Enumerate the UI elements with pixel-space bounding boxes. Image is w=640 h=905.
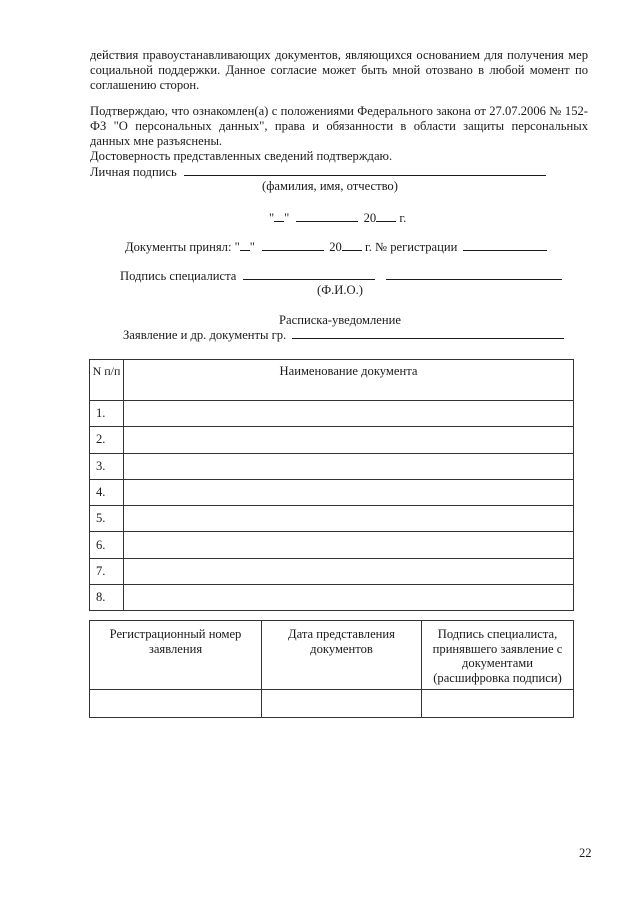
page-number: 22: [579, 846, 592, 860]
specialist-signature-line: [120, 268, 562, 284]
signature-line: [90, 164, 546, 180]
registration-number-label: г. № регистрации: [364, 240, 458, 254]
table-row: [90, 401, 574, 427]
specialist-signature-field[interactable]: [243, 268, 375, 280]
row-number: 5.: [90, 506, 124, 532]
header-row-number: N п/п: [90, 360, 124, 401]
receipt-statement-line: [123, 327, 564, 343]
documents-accepted-label: Документы принял: ": [125, 240, 240, 254]
header-registration-number: Регистрационный номер заявления: [90, 621, 262, 690]
accepted-month-field[interactable]: [262, 239, 324, 251]
submission-date-cell[interactable]: [262, 690, 422, 718]
header-document-name: Наименование документа: [124, 360, 574, 401]
document-name-cell[interactable]: [124, 585, 574, 611]
table-row: [90, 585, 574, 611]
accepted-day-field[interactable]: [240, 239, 250, 251]
accepted-year-field[interactable]: [342, 239, 362, 251]
acquaintance-paragraph: Подтверждаю, что ознакомлен(а) с положениями Федерального закона от 27.07.2006 № 152-ФЗ "О персональных данных", права и обязанности в области защиты персональных данных мне разъяснены.: [90, 104, 588, 149]
date-year-field[interactable]: [376, 210, 396, 222]
table-row: [90, 427, 574, 453]
signature-field[interactable]: [184, 164, 546, 176]
document-name-cell[interactable]: [124, 401, 574, 427]
table-row: [90, 690, 574, 718]
documents-table: [89, 359, 574, 611]
document-name-cell[interactable]: [124, 453, 574, 479]
table-row: [90, 532, 574, 558]
signature-label: Личная подпись: [90, 165, 177, 179]
row-number: 3.: [90, 453, 124, 479]
specialist-signature-label: Подпись специалиста: [120, 269, 237, 283]
document-name-cell[interactable]: [124, 532, 574, 558]
specialist-fio-caption: (Ф.И.О.): [317, 283, 363, 297]
row-number: 6.: [90, 532, 124, 558]
date-line: " " 20 г.: [269, 211, 407, 225]
row-number: 8.: [90, 585, 124, 611]
table-row: [90, 479, 574, 505]
consent-paragraph: действия правоустанавливающих документов, являющихся основанием для получения мер социальной поддержки. Данное согласие может быть мной отозвано в любой момент по соглашению сторон.: [90, 48, 588, 93]
header-submission-date: Дата представления документов: [262, 621, 422, 690]
date-month-field[interactable]: [296, 210, 358, 222]
receipt-statement-label: Заявление и др. документы гр.: [123, 328, 287, 342]
document-name-cell[interactable]: [124, 558, 574, 584]
receipt-title: Расписка-уведомление: [279, 313, 401, 327]
table-row: [90, 558, 574, 584]
document-name-cell[interactable]: [124, 427, 574, 453]
row-number: 7.: [90, 558, 124, 584]
date-day-field[interactable]: [274, 210, 284, 222]
reliability-statement: Достоверность представленных сведений подтверждаю.: [90, 149, 393, 163]
registration-table-header: [90, 621, 574, 690]
documents-table-header: [90, 360, 574, 401]
specialist-name-field[interactable]: [386, 268, 562, 280]
signature-fio-caption: (фамилия, имя, отчество): [262, 179, 398, 193]
registration-table: [89, 620, 574, 718]
applicant-name-field[interactable]: [292, 327, 564, 339]
document-name-cell[interactable]: [124, 506, 574, 532]
row-number: 1.: [90, 401, 124, 427]
documents-accepted-line: Документы принял: " " 20 г. № регистрации: [125, 239, 547, 255]
table-row: [90, 453, 574, 479]
document-name-cell[interactable]: [124, 479, 574, 505]
table-row: [90, 506, 574, 532]
registration-number-field[interactable]: [463, 239, 547, 251]
specialist-signature-cell[interactable]: [422, 690, 574, 718]
header-specialist-signature: Подпись специалиста, принявшего заявление с документами (расшифровка подписи): [422, 621, 574, 690]
row-number: 2.: [90, 427, 124, 453]
row-number: 4.: [90, 479, 124, 505]
registration-number-cell[interactable]: [90, 690, 262, 718]
